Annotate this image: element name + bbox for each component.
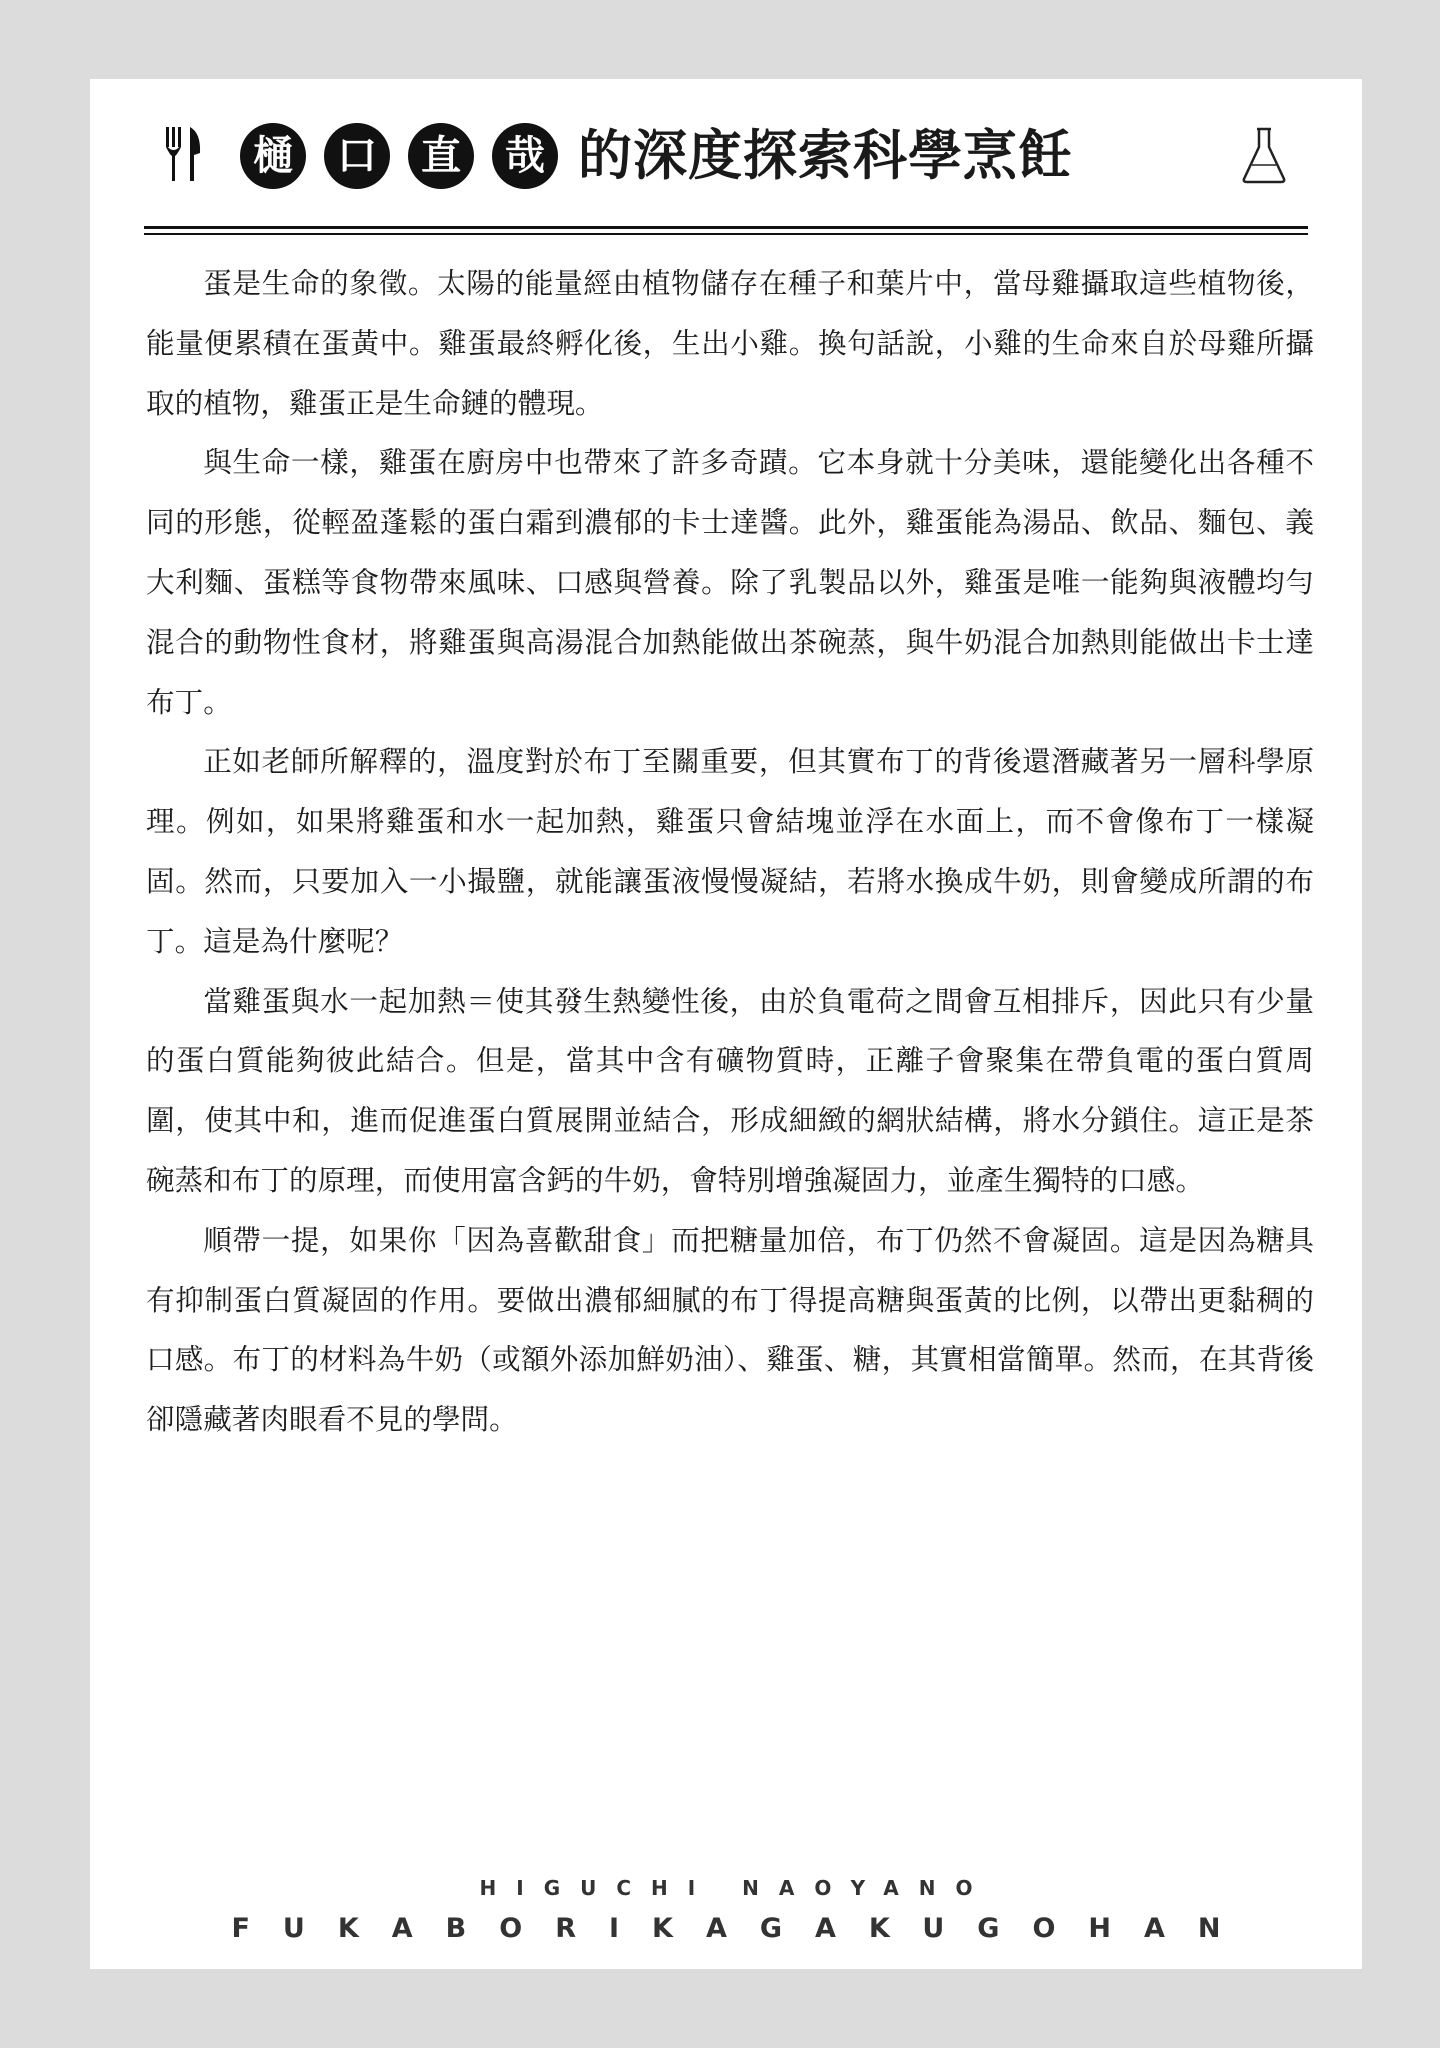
title-circled-char: 樋 [240, 123, 306, 189]
title-circled-char: 哉 [492, 123, 558, 189]
page-header [144, 117, 1308, 239]
footer-series-romaji: FUKABORIKAGAKUGOHAN [231, 1913, 1254, 1944]
header-rule [144, 233, 1308, 235]
footer-author-romaji: HIGUCHI NAOYANO [479, 1876, 993, 1900]
paragraph: 正如老師所解釋的，溫度對於布丁至關重要，但其實布丁的背後還潛藏著另一層科學原理。例如，如果將雞蛋和水一起加熱，雞蛋只會結塊並浮在水面上，而不會像布丁一樣凝固。然而，只要加入一小撮鹽，就能讓蛋液慢慢凝結，若將水換成牛奶，則會變成所謂的布丁。這是為什麼呢？ [146, 744, 1314, 958]
article-body [146, 254, 1314, 1450]
page-title: 的深度探索科學烹飪 [578, 124, 1073, 187]
paragraph: 與生命一樣，雞蛋在廚房中也帶來了許多奇蹟。它本身就十分美味，還能變化出各種不同的形態，從輕盈蓬鬆的蛋白霜到濃郁的卡士達醬。此外，雞蛋能為湯品、飲品、麵包、義大利麵、蛋糕等食物帶來風味、口感與營養。除了乳製品以外，雞蛋是唯一能夠與液體均勻混合的動物性食材，將雞蛋與高湯混合加熱能做出茶碗蒸，與牛奶混合加熱則能做出卡士達布丁。 [146, 445, 1314, 719]
fork-knife-icon [164, 125, 204, 183]
header-rule [144, 226, 1308, 229]
paragraph: 蛋是生命的象徵。太陽的能量經由植物儲存在種子和葉片中，當母雞攝取這些植物後，能量便累積在蛋黃中。雞蛋最終孵化後，生出小雞。換句話說，小雞的生命來自於母雞所攝取的植物，雞蛋正是生命鏈的體現。 [146, 266, 1314, 420]
title-circled-char: 口 [324, 123, 390, 189]
title-circled-char: 直 [408, 123, 474, 189]
flask-icon [1240, 125, 1288, 185]
paragraph: 順帶一提，如果你「因為喜歡甜食」而把糖量加倍，布丁仍然不會凝固。這是因為糖具有抑制蛋白質凝固的作用。要做出濃郁細膩的布丁得提高糖與蛋黃的比例，以帶出更黏稠的口感。布丁的材料為牛奶（或額外添加鮮奶油）、雞蛋、糖，其實相當簡單。然而，在其背後卻隱藏著肉眼看不見的學問。 [146, 1222, 1314, 1437]
paragraph: 當雞蛋與水一起加熱＝使其發生熱變性後，由於負電荷之間會互相排斥，因此只有少量的蛋白質能夠彼此結合。但是，當其中含有礦物質時，正離子會聚集在帶負電的蛋白質周圍，使其中和，進而促進蛋白質展開並結合，形成細緻的網狀結構，將水分鎖住。這正是茶碗蒸和布丁的原理，而使用富含鈣的牛奶，會特別增強凝固力，並產生獨特的口感。 [146, 983, 1314, 1197]
page [90, 79, 1362, 1969]
